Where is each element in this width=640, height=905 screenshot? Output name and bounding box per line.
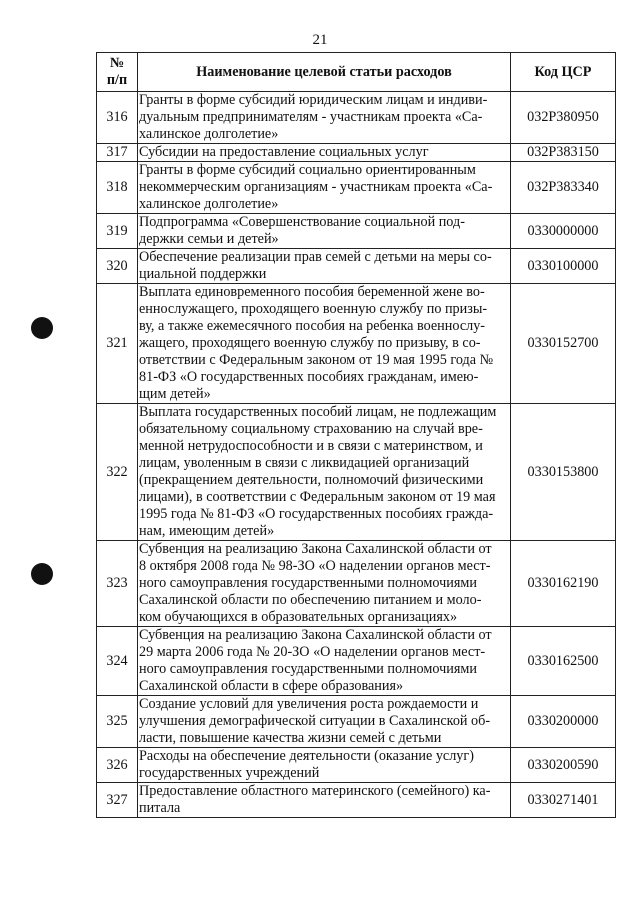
- row-expense-name: [138, 696, 511, 748]
- expense-name-line: улучшения демографической ситуации в Сахалинской об-: [139, 713, 491, 729]
- expense-name-line: Субвенция на реализацию Закона Сахалинской области от: [139, 541, 492, 557]
- expense-name-line: 8 октября 2008 года № 98-ЗО «О наделении органов мест-: [139, 558, 491, 574]
- row-csr-code: 0330200590: [511, 748, 616, 783]
- table-row: [97, 92, 616, 144]
- table-row: [97, 627, 616, 696]
- expense-name-line: (прекращением деятельности, полномочий физическими: [139, 472, 484, 488]
- table-row: [97, 214, 616, 249]
- row-csr-code: 032P383150: [511, 144, 616, 162]
- page-number: 21: [312, 32, 328, 48]
- expense-name-line: еннослужащего, проходящего военную службу по призы-: [139, 301, 488, 317]
- expense-name-line: халинское долголетие»: [139, 196, 279, 212]
- expense-name-line: ком обучающихся в образовательных организациях»: [139, 609, 458, 625]
- expense-name-line: Расходы на обеспечение деятельности (оказание услуг): [139, 748, 474, 764]
- row-csr-code: 0330162500: [511, 627, 616, 696]
- row-expense-name: [138, 748, 511, 783]
- expense-name-line: ного самоуправления государственными полномочиями: [139, 575, 477, 591]
- expense-name-line: некоммерческим организациям - участникам проекта «Са-: [139, 179, 493, 195]
- punch-hole-mark: [31, 317, 53, 339]
- row-expense-name: [138, 541, 511, 627]
- row-csr-code: 0330000000: [511, 214, 616, 249]
- expense-name-line: менной нетрудоспособности и в связи с материнством, и: [139, 438, 483, 454]
- expense-name-line: обязательному социальному страхованию на случай вре-: [139, 421, 483, 437]
- expense-name-line: Сахалинской области в сфере образования»: [139, 678, 404, 694]
- expense-name-line: нам, имеющим детей»: [139, 523, 275, 539]
- expense-name-line: Создание условий для увеличения роста рождаемости и: [139, 696, 479, 712]
- row-number: 320: [97, 249, 138, 284]
- expense-name-line: 29 марта 2006 года № 20-ЗО «О наделении органов мест-: [139, 644, 486, 660]
- table-row: [97, 541, 616, 627]
- row-expense-name: [138, 162, 511, 214]
- row-number: 318: [97, 162, 138, 214]
- row-expense-name: [138, 144, 511, 162]
- expense-name-line: ного самоуправления государственными полномочиями: [139, 661, 477, 677]
- expense-name-line: Выплата государственных пособий лицам, не подлежащим: [139, 404, 497, 420]
- row-number: 326: [97, 748, 138, 783]
- row-number: 325: [97, 696, 138, 748]
- row-expense-name: [138, 783, 511, 818]
- expense-name-line: Обеспечение реализации прав семей с детьми на меры со-: [139, 249, 492, 265]
- row-csr-code: 032P380950: [511, 92, 616, 144]
- row-csr-code: 0330100000: [511, 249, 616, 284]
- header-number: [97, 53, 138, 92]
- expense-name-line: Предоставление областного материнского (семейного) ка-: [139, 783, 491, 799]
- expense-name-line: Субсидии на предоставление социальных услуг: [139, 144, 429, 160]
- row-number: 327: [97, 783, 138, 818]
- header-number-line1: №: [109, 55, 125, 71]
- row-number: 319: [97, 214, 138, 249]
- row-csr-code: 0330152700: [511, 284, 616, 404]
- expense-name-line: Подпрограмма «Совершенствование социальной под-: [139, 214, 465, 230]
- row-expense-name: [138, 249, 511, 284]
- expense-name-line: государственных учреждений: [139, 765, 320, 781]
- row-number: 316: [97, 92, 138, 144]
- expense-name-line: ответствии с Федеральным законом от 19 мая 1995 года №: [139, 352, 494, 368]
- table-row: [97, 748, 616, 783]
- row-csr-code: 0330200000: [511, 696, 616, 748]
- row-number: 321: [97, 284, 138, 404]
- table-row: [97, 783, 616, 818]
- expense-name-line: щим детей»: [139, 386, 211, 402]
- expense-name-line: питала: [139, 800, 181, 816]
- row-csr-code: 0330271401: [511, 783, 616, 818]
- row-expense-name: [138, 627, 511, 696]
- row-number: 322: [97, 404, 138, 541]
- table-row: [97, 162, 616, 214]
- table-row: [97, 404, 616, 541]
- row-expense-name: [138, 92, 511, 144]
- expense-name-line: Гранты в форме субсидий социально ориентированным: [139, 162, 476, 178]
- table-row: [97, 144, 616, 162]
- table-header-row: [97, 53, 616, 92]
- expense-name-line: Гранты в форме субсидий юридическим лицам и индиви-: [139, 92, 488, 108]
- row-expense-name: [138, 404, 511, 541]
- row-expense-name: [138, 214, 511, 249]
- row-number: 317: [97, 144, 138, 162]
- expense-name-line: жащего, проходящего военную службу по призыву, в со-: [139, 335, 481, 351]
- budget-classification-table: [96, 52, 616, 818]
- row-csr-code: 0330162190: [511, 541, 616, 627]
- expense-name-line: ву, а также ежемесячного пособия на ребенка военнослу-: [139, 318, 486, 334]
- header-code: Код ЦСР: [511, 53, 616, 92]
- expense-name-line: 81-ФЗ «О государственных пособиях гражданам, имею-: [139, 369, 479, 385]
- expense-name-line: лицами), в соответствии с Федеральным законом от 19 мая: [139, 489, 496, 505]
- table-row: [97, 249, 616, 284]
- row-csr-code: 0330153800: [511, 404, 616, 541]
- row-csr-code: 032P383340: [511, 162, 616, 214]
- expense-name-line: Выплата единовременного пособия беременной жене во-: [139, 284, 485, 300]
- row-number: 324: [97, 627, 138, 696]
- row-number: 323: [97, 541, 138, 627]
- expense-name-line: ласти, повышение качества жизни семей с детьми: [139, 730, 442, 746]
- table-row: [97, 696, 616, 748]
- expense-name-line: 1995 года № 81-ФЗ «О государственных пособиях гражда-: [139, 506, 494, 522]
- table-row: [97, 284, 616, 404]
- expense-name-line: халинское долголетие»: [139, 126, 279, 142]
- punch-hole-mark: [31, 563, 53, 585]
- expense-name-line: держки семьи и детей»: [139, 231, 279, 247]
- expense-name-line: лицам, уволенным в связи с ликвидацией организаций: [139, 455, 470, 471]
- row-expense-name: [138, 284, 511, 404]
- header-name: Наименование целевой статьи расходов: [138, 53, 511, 92]
- expense-name-line: циальной поддержки: [139, 266, 267, 282]
- header-number-line2: п/п: [106, 72, 128, 88]
- expense-name-line: дуальным предпринимателям - участникам проекта «Са-: [139, 109, 483, 125]
- expense-name-line: Сахалинской области по обеспечению питанием и моло-: [139, 592, 482, 608]
- expense-name-line: Субвенция на реализацию Закона Сахалинской области от: [139, 627, 492, 643]
